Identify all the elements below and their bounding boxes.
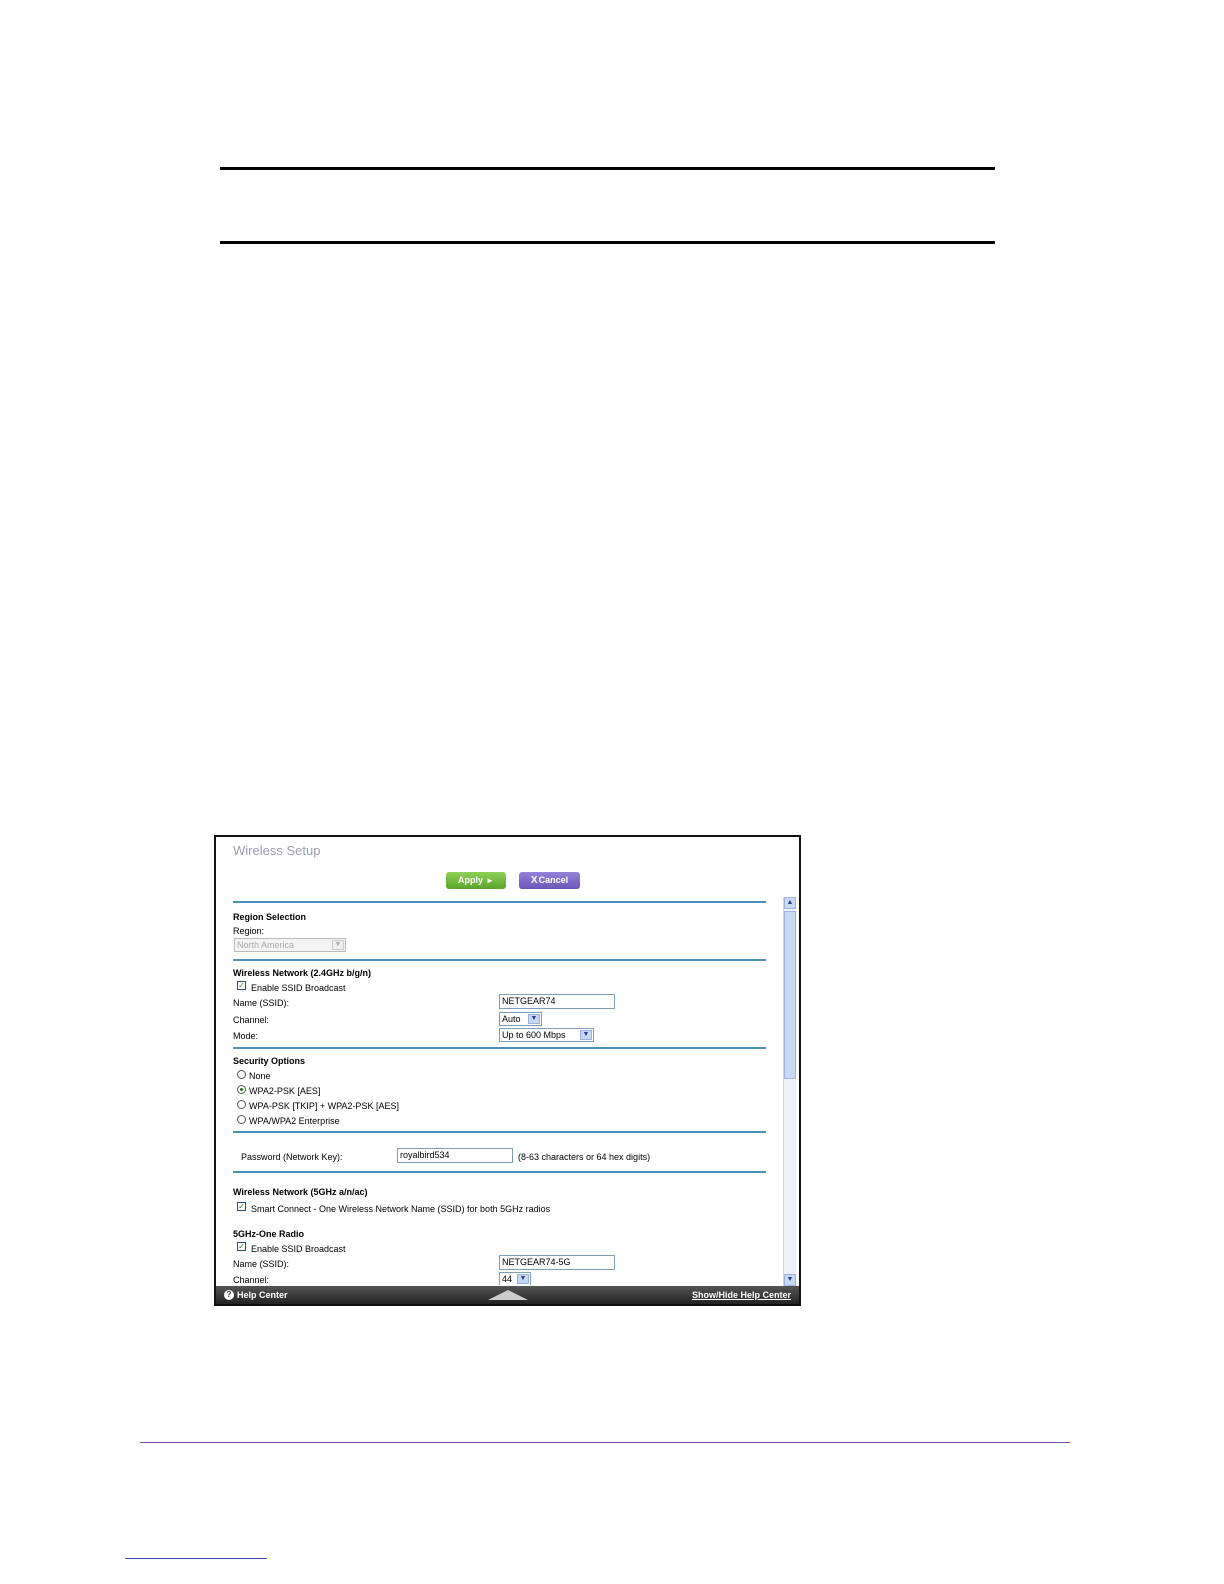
security-option-label: WPA-PSK [TKIP] + WPA2-PSK [AES]	[249, 1101, 399, 1111]
wireless-5-heading: Wireless Network (5GHz a/n/ac)	[233, 1187, 368, 1197]
mode-24-value: Up to 600 Mbps	[502, 1030, 566, 1040]
ssid-24-label: Name (SSID):	[233, 998, 290, 1008]
channel-5-value: 44	[502, 1274, 513, 1284]
section-divider	[233, 959, 766, 961]
scroll-thumb[interactable]	[784, 911, 796, 1079]
chevron-down-icon: ▼	[517, 1274, 529, 1284]
channel-24-label: Channel:	[233, 1015, 270, 1025]
region-label: Region:	[233, 926, 265, 936]
ssid-24-input[interactable]: NETGEAR74	[499, 994, 615, 1009]
security-option-radio[interactable]	[237, 1115, 246, 1124]
footer-divider	[140, 1442, 1070, 1443]
security-heading: Security Options	[233, 1056, 306, 1066]
scroll-up-icon[interactable]: ▲	[784, 897, 796, 909]
vertical-scrollbar[interactable]	[783, 897, 796, 1286]
mode-24-select[interactable]	[499, 1028, 594, 1042]
cancel-label: Cancel	[538, 875, 569, 885]
region-select[interactable]	[234, 938, 346, 952]
help-bar	[216, 1286, 799, 1304]
section-divider	[233, 1047, 766, 1049]
help-icon: ?	[224, 1290, 234, 1300]
top-divider	[220, 167, 995, 170]
enable-ssid-5-checkbox[interactable]	[237, 1242, 246, 1251]
enable-ssid-24-label: Enable SSID Broadcast	[251, 983, 346, 993]
section-divider	[233, 901, 766, 903]
check-icon: ✓	[238, 1242, 245, 1251]
mode-24-label: Mode:	[233, 1031, 259, 1041]
password-hint: (8-63 characters or 64 hex digits)	[518, 1152, 651, 1162]
enable-ssid-5-label: Enable SSID Broadcast	[251, 1244, 346, 1254]
apply-label: Apply	[458, 875, 484, 885]
smart-connect-checkbox[interactable]	[237, 1202, 246, 1211]
expand-help-arrow-icon[interactable]	[488, 1290, 528, 1300]
smart-connect-label: Smart Connect - One Wireless Network Name (SSID) for both 5GHz radios	[251, 1204, 551, 1214]
password-input[interactable]: royalbird534	[397, 1148, 513, 1163]
password-label: Password (Network Key):	[241, 1152, 343, 1162]
ssid-5-input[interactable]: NETGEAR74-5G	[499, 1255, 615, 1270]
play-arrow-icon: ►	[486, 876, 494, 885]
close-icon: X	[530, 875, 538, 886]
wireless-24-heading: Wireless Network (2.4GHz b/g/n)	[233, 968, 371, 978]
cancel-button[interactable]	[519, 872, 580, 889]
channel-24-value: Auto	[502, 1014, 521, 1024]
security-option-radio[interactable]	[237, 1085, 246, 1094]
settings-panel	[233, 901, 766, 1285]
region-value: North America	[237, 940, 295, 950]
radio-5-one-heading: 5GHz-One Radio	[233, 1229, 305, 1239]
chevron-down-icon: ▼	[528, 1014, 540, 1024]
section-divider	[233, 1171, 766, 1173]
security-option-label: WPA/WPA2 Enterprise	[249, 1116, 340, 1126]
section-divider	[233, 1131, 766, 1133]
check-icon: ✓	[238, 981, 245, 990]
scroll-down-icon[interactable]: ▼	[784, 1274, 796, 1286]
footer-link-underline	[125, 1558, 267, 1559]
second-divider	[220, 241, 995, 244]
page-title: Wireless Setup	[233, 843, 321, 858]
ssid-5-label: Name (SSID):	[233, 1259, 290, 1269]
region-heading: Region Selection	[233, 912, 307, 922]
channel-5-label: Channel:	[233, 1275, 270, 1285]
security-option-label: WPA2-PSK [AES]	[249, 1086, 321, 1096]
channel-24-select[interactable]	[499, 1012, 542, 1026]
check-icon: ✓	[238, 1202, 245, 1211]
chevron-down-icon: ▼	[332, 940, 344, 950]
security-option-label: None	[249, 1071, 271, 1081]
enable-ssid-24-checkbox[interactable]	[237, 981, 246, 990]
help-center-label: Help Center	[237, 1290, 288, 1300]
apply-button[interactable]	[446, 872, 506, 889]
show-hide-help-center-link[interactable]: Show/Hide Help Center	[691, 1290, 791, 1300]
security-option-radio[interactable]	[237, 1100, 246, 1109]
wireless-setup-screenshot	[214, 835, 801, 1306]
security-option-radio[interactable]	[237, 1070, 246, 1079]
chevron-down-icon: ▼	[580, 1030, 592, 1040]
channel-5-select[interactable]	[499, 1272, 531, 1285]
